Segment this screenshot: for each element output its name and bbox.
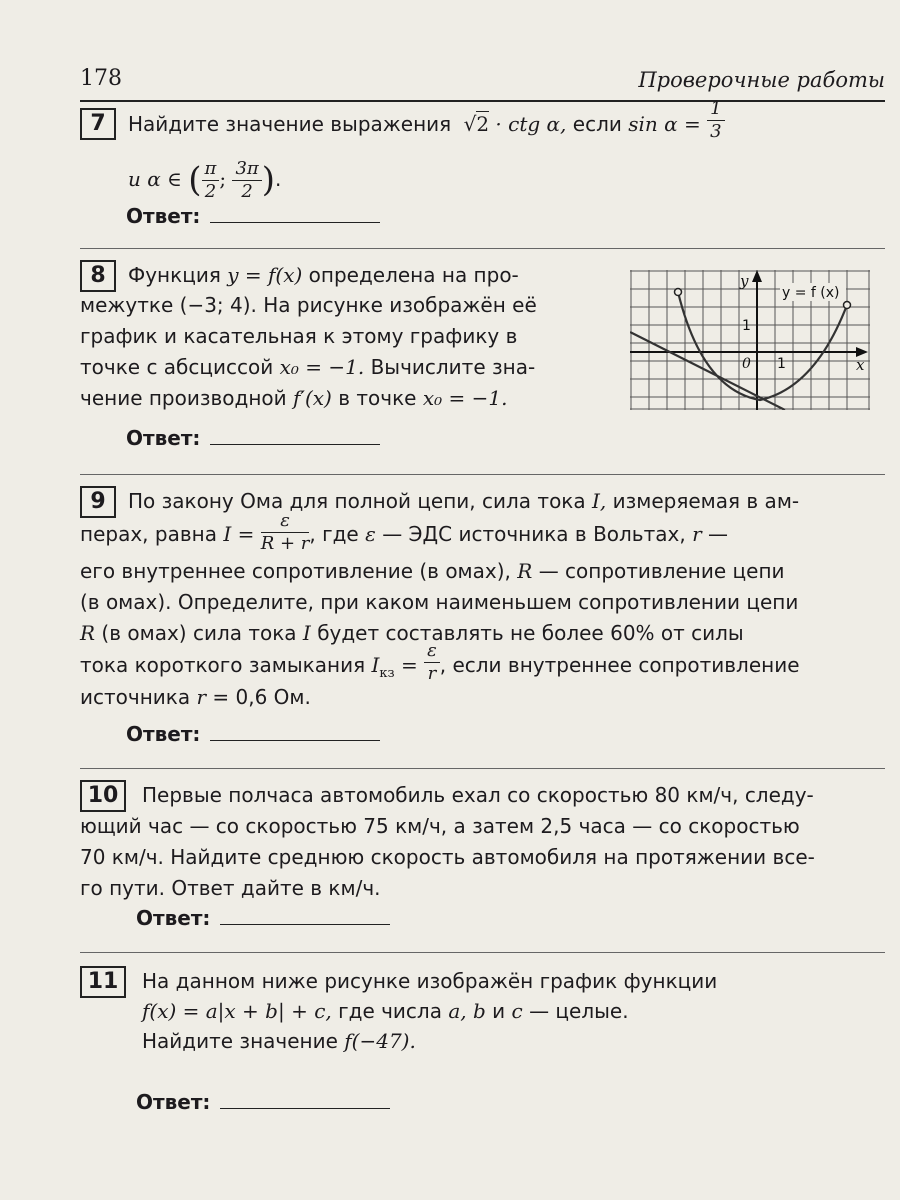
task-7-line-2: и α ∈ ( $\frac{\pi}{2}$ ; $\frac{3\pi}{2}$ ). [128,158,282,202]
ohm-fraction: $\frac{\varepsilon}{R + r}$ [260,510,310,554]
divider [80,952,885,953]
running-title: Проверочные работы [638,68,885,92]
answer-field[interactable] [210,428,380,445]
x-axis-label: x [856,356,865,374]
task-number: 10 [80,780,126,812]
y-unit-label: 1 [742,318,751,334]
task-9-line-1: По закону Ома для полной цепи, сила тока I, измеряемая в ам- [128,489,800,513]
task-8-text-cont: межутке (−3; 4). На рисунке изображён её график и касательная к этому графику в точке с абсциссой x₀ = −1. Вычислите зна- чение производной f′(x) в точке x₀ = −1. [80,293,537,410]
task-9-line-7: источника r = 0,6 Ом. [80,685,311,709]
task-8-answer: Ответ: [126,426,380,450]
y-axis-label: y [740,272,749,290]
tangent-line [630,332,785,410]
task-9-line-6: тока короткого замыкания $I_{кз}$ = $\frac{\varepsilon}{r}$ , если внутреннее сопротивление [80,640,800,684]
task-11-line-3: Найдите значение f(−47). [142,1029,416,1053]
fraction-one-third: $\frac{1}{3}$ [707,98,724,143]
task-10-line-1: Первые полчаса автомобиль ехал со скоростью 80 км/ч, следу- [142,783,814,807]
task-9-answer: Ответ: [126,722,380,746]
origin-label: 0 [742,356,751,372]
interval-end: $\frac{3\pi}{2}$ [232,158,261,203]
answer-field[interactable] [220,908,390,925]
task-11-line-1: На данном ниже рисунке изображён график функции [142,969,718,993]
function-label: y = f (x) [782,285,840,301]
answer-field[interactable] [210,724,380,741]
task-11-answer: Ответ: [136,1090,390,1114]
x-unit-label: 1 [777,356,786,372]
page-header [80,64,885,102]
task-10-answer: Ответ: [136,906,390,930]
page-number: 178 [80,66,122,91]
task-number: 7 [80,108,116,140]
interval-start: $\frac{\pi}{2}$ [202,158,220,203]
divider [80,474,885,475]
divider [80,768,885,769]
task-8-text: Функция y = f(x) определена на про- [128,263,519,287]
function-graph [630,270,870,410]
task-number: 8 [80,260,116,292]
short-circuit-fraction: $\frac{\varepsilon}{r}$ [424,640,440,685]
task-11-line-2: f(x) = a|x + b| + c, где числа a, b и c — целые. [142,999,629,1023]
task-10-lines: ющий час — со скоростью 75 км/ч, а затем 2,5 часа — со скоростью 70 км/ч. Найдите среднюю скорость автомобиля на протяжении все- го пути. Ответ дайте в км/ч. [80,814,815,900]
answer-field[interactable] [220,1092,390,1109]
task-7-answer: Ответ: [126,204,380,228]
task-9-lines: его внутреннее сопротивление (в омах), R — сопротивление цепи (в омах). Определите, при каком наименьшем сопротивлении цепи R (в омах) сила тока I будет составлять не более 60% от силы [80,559,799,645]
answer-field[interactable] [210,206,380,223]
task-7-line-1: Найдите значение выражения √2 · ctg α, если sin α = $\frac{1}{3}$ [128,108,888,143]
task-number: 11 [80,966,126,998]
divider [80,248,885,249]
task-number: 9 [80,486,116,518]
task-9-line-2: перах, равна I = $\frac{\varepsilon}{R + r}$ , где ε — ЭДС источника в Вольтах, r — [80,510,728,554]
sqrt-expression: √2 [463,112,490,136]
